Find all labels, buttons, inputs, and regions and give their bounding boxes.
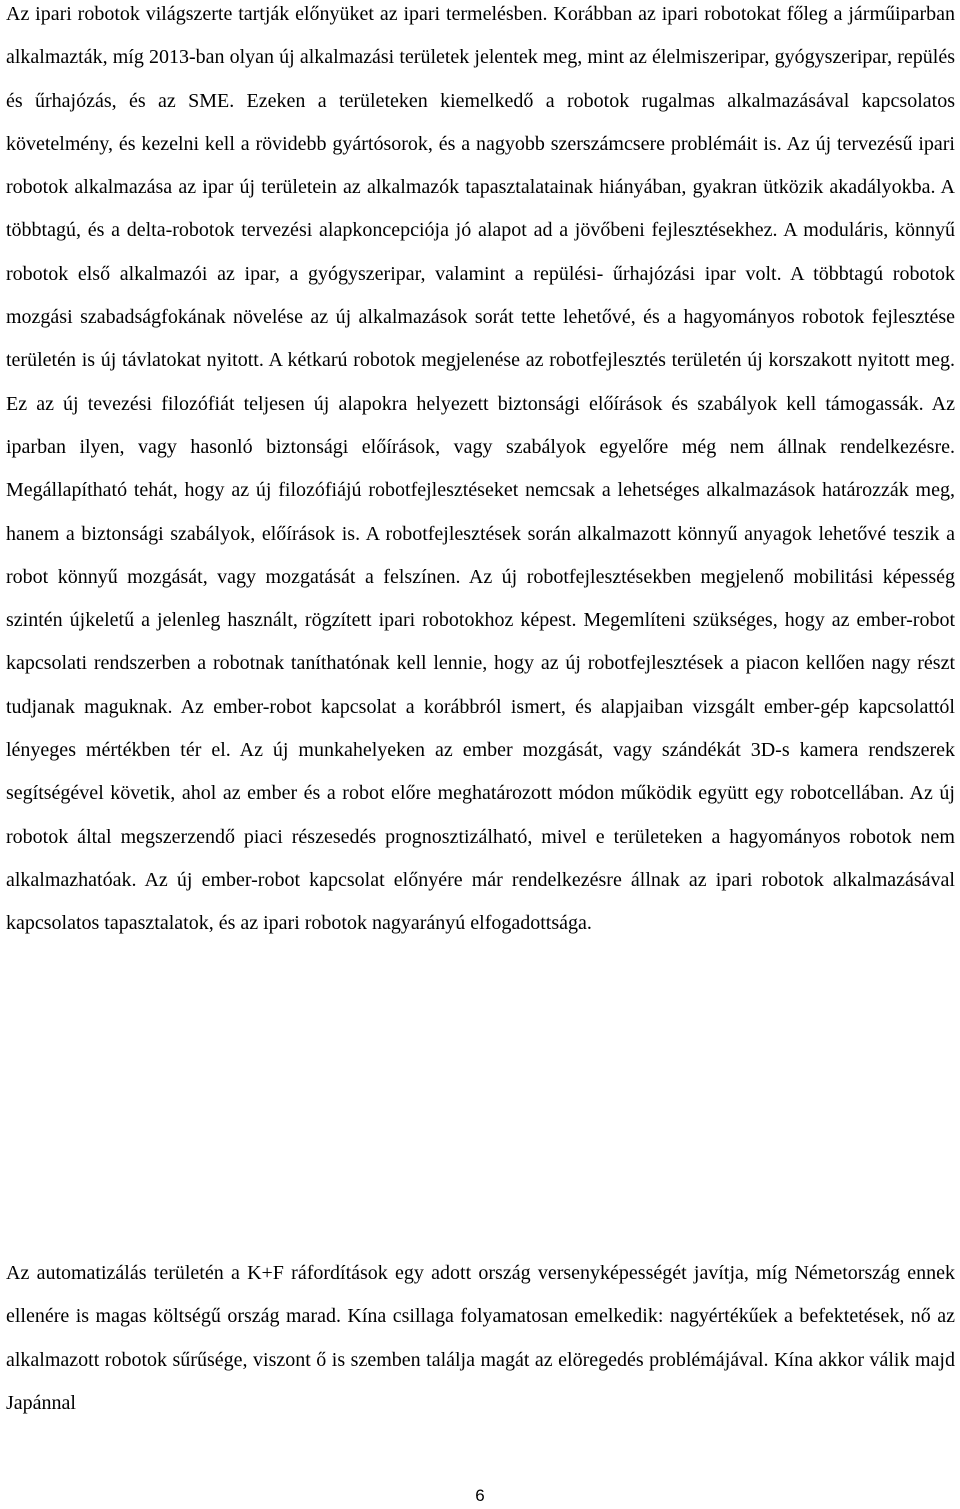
body-paragraph-2: Az automatizálás területén a K+F ráfordítások egy adott ország versenyképességét javítja, míg Németország ennek ellenére is magas költségű ország marad. Kína csillaga folyamatosan emelkedik: nagyértékűek a befektetések, nő az alkalmazott robotok sűrűsége, viszont ő is szemben találja magát az elöregedés problémájával. Kína akkor válik majd Japánnal: [6, 1262, 955, 1414]
page-number: 6: [475, 1486, 485, 1505]
body-paragraph-1: Az ipari robotok világszerte tartják előnyüket az ipari termelésben. Korábban az ipari robotokat főleg a járműiparban alkalmazták, míg 2013-ban olyan új alkalmazási területek jelentek meg, mint az élelmiszeripar, gyógyszeripar, repülés és űrhajózás, és az SME. Ezeken a területeken kiemelkedő a robotok rugalmas alkalmazásával kapcsolatos követelmény, és kezelni kell a rövidebb gyártósorok, és a nagyobb szerszámcsere problémáit is. Az új tervezésű ipari robotok alkalmazása az ipar új területein az alkalmazók tapasztalatainak hiányában, gyakran ütközik akadályokba. A többtagú, és a delta-robotok tervezési alapkoncepciója jó alapot ad a jövőbeni fejlesztésekhez. A moduláris, könnyű robotok első alkalmazói az ipar, a gyógyszeripar, valamint a repülési- űrhajózási ipar volt. A többtagú robotok mozgási szabadságfokának növelése az új alkalmazások sorát tette lehetővé, és a hagyományos robotok fejlesztése területén is új távlatokat nyitott. A kétkarú robotok megjelenése az robotfejlesztés területén új korszakott nyitott meg. Ez az új tevezési filozófiát teljesen új alapokra helyezett biztonsági előírások és szabályok kell támogassák. Az iparban ilyen, vagy hasonló biztonsági előírások, vagy szabályok egyelőre még nem állnak rendelkezésre. Megállapítható tehát, hogy az új filozófiájú robotfejlesztéseket nemcsak a lehetséges alkalmazások határozzák meg, hanem a biztonsági szabályok, előírások is. A robotfejlesztések során alkalmazott könnyű anyagok lehetővé teszik a robot könnyű mozgását, vagy mozgatását a felszínen. Az új robotfejlesztésekben megjelenő mobilitási képesség szintén újkeletű a jelenleg használt, rögzített ipari robotokhoz képest. Megemlíteni szükséges, hogy az ember-robot kapcsolati rendszerben a robotnak taníthatónak kell lennie, hogy az új robotfejlesztések a piacon kellően nagy részt tudjanak maguknak. Az ember-robot kapcsolat a korábbról ismert, és alapjaiban vizsgált ember-gép kapcsolattól lényeges mértékben tér el. Az új munkahelyeken az ember mozgását, vagy szándékát 3D-s kamera rendszerek segítségével követik, ahol az ember és a robot előre meghatározott módon működik együtt egy robotcellában. Az új robotok által megszerzendő piaci részesedés prognosztizálható, mivel e területeken a hagyományos robotok nem alkalmazhatóak. Az új ember-robot kapcsolat előnyére már rendelkezésre állnak az ipari robotok alkalmazásával kapcsolatos tapasztalatok, és az ipari robotok nagyarányú elfogadottsága.: [6, 3, 955, 935]
